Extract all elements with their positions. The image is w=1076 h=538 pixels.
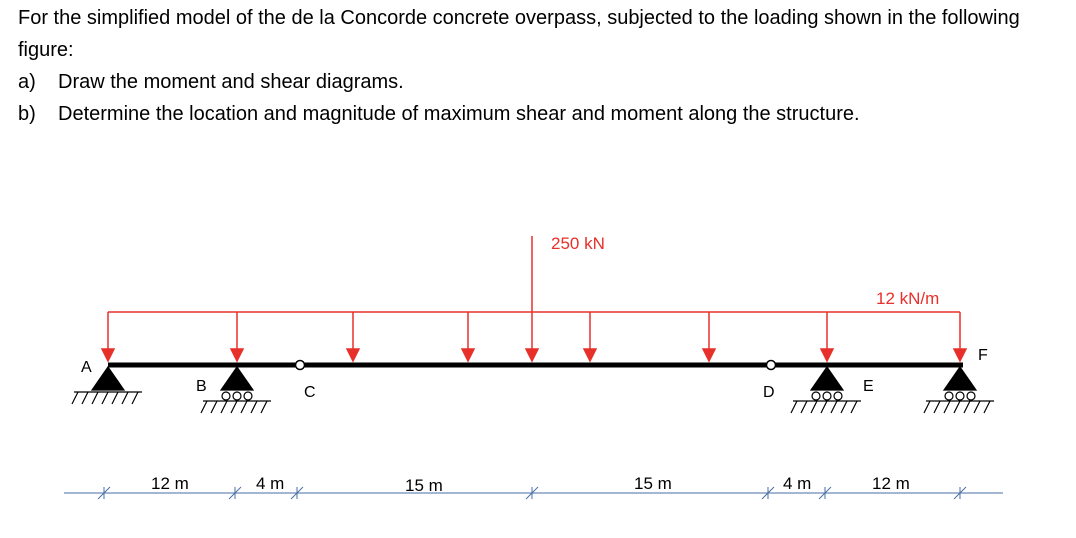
load-arrow	[462, 312, 474, 361]
support-f	[924, 367, 994, 413]
point-load-arrow	[526, 236, 538, 361]
point-label-f: F	[978, 347, 988, 364]
load-arrow	[703, 312, 715, 361]
support-b	[201, 367, 271, 413]
task-a-text: Draw the moment and shear diagrams.	[58, 71, 404, 93]
point-label-b: B	[196, 378, 207, 395]
point-label-e: E	[863, 378, 874, 395]
load-arrow	[231, 312, 243, 361]
span-label-mid-d: 15 m	[634, 474, 672, 493]
task-a-label: a)	[18, 71, 36, 93]
point-label-d: D	[763, 384, 775, 401]
load-arrow	[102, 312, 114, 361]
dimension-line	[64, 487, 1003, 499]
load-arrow	[347, 312, 359, 361]
span-label-bc: 4 m	[256, 474, 285, 493]
load-arrow	[584, 312, 596, 361]
support-e	[791, 367, 861, 413]
load-arrow	[954, 312, 966, 361]
point-load-label: 250 kN	[551, 234, 605, 253]
hinge-c	[296, 361, 305, 370]
task-b-label: b)	[18, 103, 36, 125]
distributed-load-label: 12 kN/m	[876, 289, 940, 308]
span-label-ab: 12 m	[151, 474, 189, 493]
span-label-c-mid: 15 m	[405, 476, 443, 495]
point-label-c: C	[304, 384, 316, 401]
point-label-a: A	[81, 359, 92, 376]
span-label-de: 4 m	[783, 474, 812, 493]
load-arrow	[821, 312, 833, 361]
task-b-text: Determine the location and magnitude of maximum shear and moment along the structure.	[58, 103, 860, 125]
hinge-d	[767, 361, 776, 370]
problem-statement: For the simplified model of the de la Concorde concrete overpass, subjected to the loading shown in the following figure:	[18, 7, 1020, 61]
span-label-ef: 12 m	[872, 474, 910, 493]
